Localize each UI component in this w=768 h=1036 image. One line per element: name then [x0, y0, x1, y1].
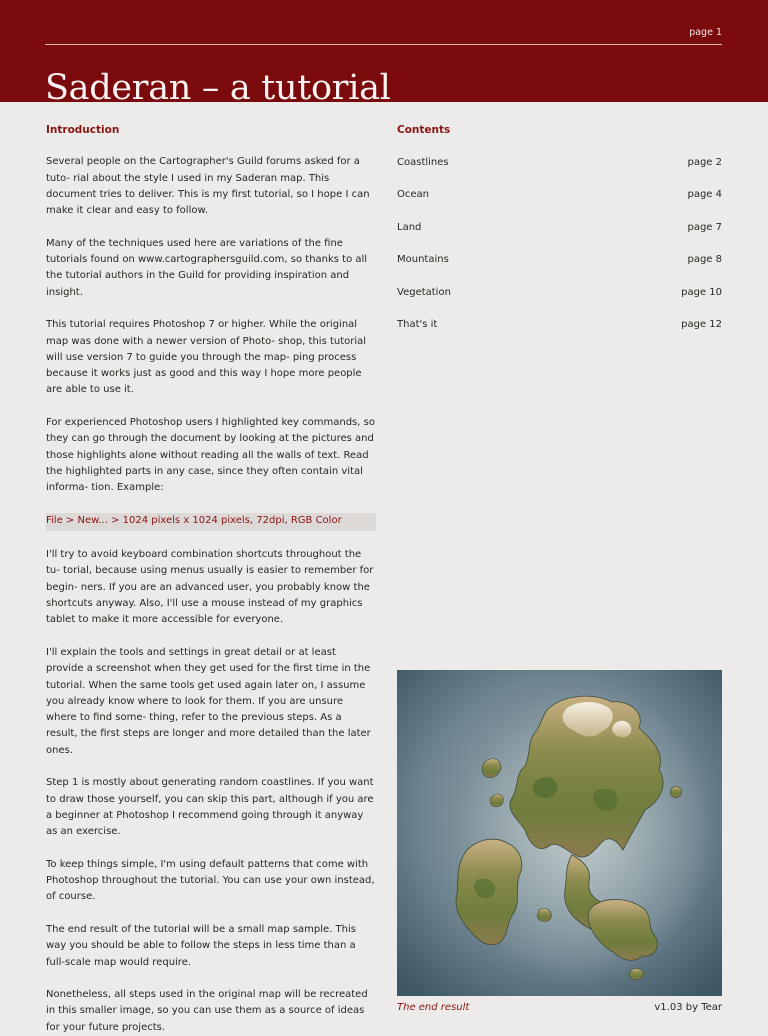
toc-label: Land — [397, 221, 422, 233]
intro-column — [46, 122, 376, 1036]
toc-page: page 4 — [687, 189, 722, 200]
intro-paragraph: Many of the techniques used here are variations of the fine tutorials found on www.cartographersguild.com, so thanks to all the tutorial authors in the Guild for providing inspiration and insight. — [46, 237, 368, 298]
toc-page: page 2 — [687, 156, 722, 168]
intro-paragraph: The end result of the tutorial will be a small map sample. This way you should be able to follow the steps in less time than a full-scale map would require. — [46, 923, 356, 968]
header-banner — [0, 0, 768, 108]
toc-item-vegetation[interactable] — [397, 285, 722, 301]
toc-page: page 8 — [687, 254, 722, 265]
header-rule — [45, 44, 722, 45]
toc-item-coastlines[interactable] — [397, 155, 722, 171]
version-credit: v1.03 by Tear — [654, 1002, 722, 1013]
toc-item-ocean[interactable] — [397, 187, 722, 203]
page-title: Saderan – a tutorial — [45, 68, 391, 108]
intro-paragraph: Step 1 is mostly about generating random coastlines. If you want to draw those yourself, you can skip this part, although if you are a beginner at Photoshop I recommend going through it anyway as an exercise. — [46, 777, 374, 838]
command-highlight: File > New... > 1024 pixels x 1024 pixels, 72dpi, RGB Color — [46, 513, 376, 531]
intro-paragraph: Nonetheless, all steps used in the original map will be recreated in this smaller image, so you can use them as a source of ideas for your future projects. — [46, 989, 368, 1033]
fantasy-map-illustration — [397, 670, 722, 996]
toc-label: Coastlines — [397, 156, 449, 168]
toc-label: Mountains — [397, 254, 449, 265]
toc-item-thats-it[interactable] — [397, 317, 722, 333]
intro-paragraph: I'll try to avoid keyboard combination shortcuts throughout the tu- torial, because using menus usually is easier to remember for begin- ners. If you are an advanced user, you probably know the shortcuts anyway. Also, I'll use a mouse instead of my graphics tablet to make it more accessible for everyone. — [46, 549, 374, 626]
toc-page: page 10 — [681, 286, 722, 298]
figure-caption: The end result — [397, 1002, 470, 1013]
intro-heading: Introduction — [46, 124, 120, 136]
intro-paragraph: For experienced Photoshop users I highlighted key commands, so they can go through the document by looking at the pictures and those highlights alone without reading all the walls of text. Read the highlighted parts in any case, since they often contain vital informa- tion. Example: — [46, 417, 375, 494]
contents-heading: Contents — [397, 124, 451, 136]
toc-label: That's it — [397, 319, 438, 330]
intro-paragraph: This tutorial requires Photoshop 7 or higher. While the original map was done with a newer version of Photo- shop, this tutorial will use version 7 to guide you through the map- ping process because it works just as good and this way I hope more people are able to use it. — [46, 319, 367, 396]
map-image — [397, 670, 722, 996]
page-number: page 1 — [689, 27, 722, 38]
intro-paragraph: Several people on the Cartographer's Guild forums asked for a tuto- rial about the style I used in my Saderan map. This document tries to deliver. This is my first tutorial, so I hope I can make it clear and easy to follow. — [46, 156, 370, 217]
toc-item-land[interactable] — [397, 220, 722, 236]
toc-item-mountains[interactable] — [397, 252, 722, 268]
toc-page: page 12 — [681, 319, 722, 330]
intro-paragraph: I'll explain the tools and settings in great detail or at least provide a screenshot when they get used for the first time in the tutorial. When the same tools get used again later on, I assume you already know where to look for them. If you are unsure where to find some- thing, refer to the previous steps. As a result, the first steps are longer and more detailed than the later ones. — [46, 646, 371, 756]
toc-label: Vegetation — [397, 286, 451, 298]
intro-paragraph: To keep things simple, I'm using default patterns that come with Photoshop throughout the tutorial. You can use your own instead, of course. — [46, 858, 375, 903]
contents-column — [397, 122, 722, 333]
toc-label: Ocean — [397, 189, 429, 200]
toc-page: page 7 — [687, 221, 722, 233]
